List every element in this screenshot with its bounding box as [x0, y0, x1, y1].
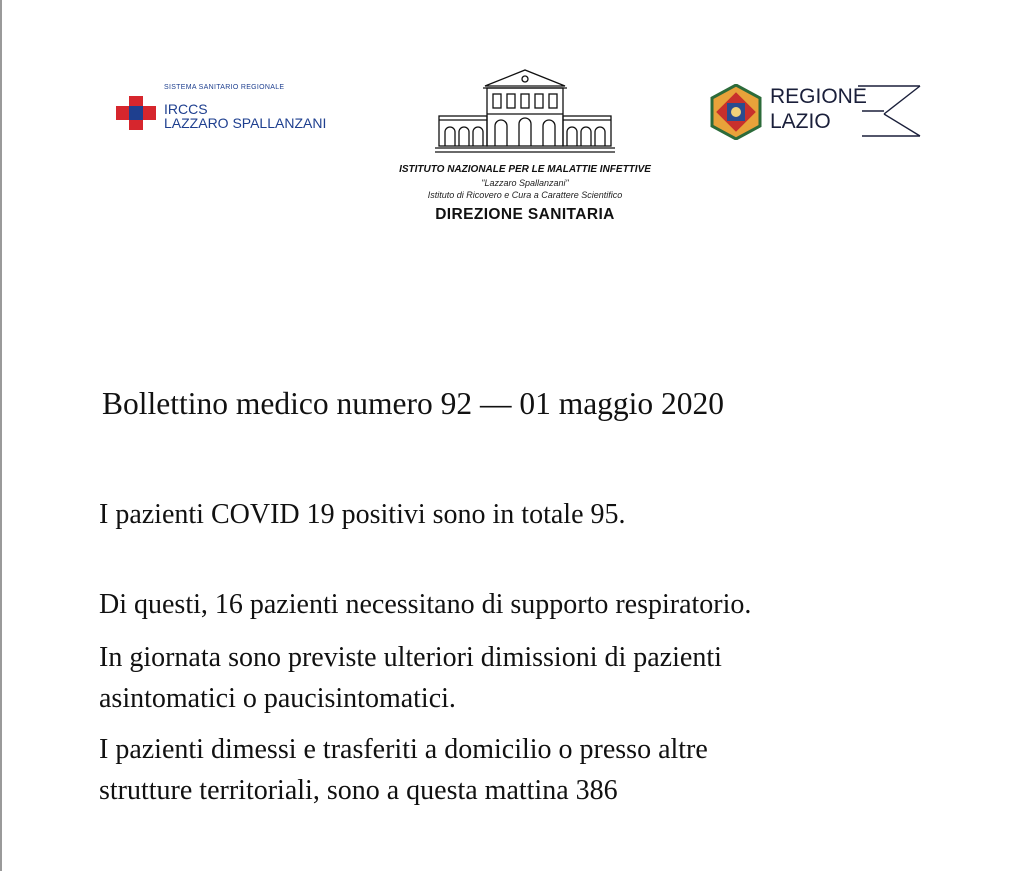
regione-seal-icon [708, 84, 764, 140]
text-line: I pazienti dimessi e trasferiti a domicilio o presso altre [99, 734, 708, 765]
irccs-name [164, 102, 326, 130]
irccs-name-line1: IRCCS [164, 101, 208, 117]
department-title: DIREZIONE SANITARIA [435, 206, 615, 223]
bulletin-title: Bollettino medico numero 92 — 01 maggio 2020 [102, 386, 725, 421]
paragraph-total-patients [99, 494, 626, 535]
text-line: strutture territoriali, sono a questa mattina 386 [99, 775, 618, 806]
institute-header [355, 64, 695, 224]
regione-name [770, 84, 867, 134]
institute-building-icon [435, 64, 615, 156]
text-line: I pazienti COVID 19 positivi sono in totale 95. [99, 499, 626, 530]
regione-line1: REGIONE [770, 85, 867, 108]
page-edge [0, 0, 2, 871]
institute-subtitle: Istituto di Ricovero e Cura a Carattere Scientifico [427, 190, 623, 200]
irccs-spallanzani-logo [116, 84, 356, 134]
text-line: Di questi, 16 pazienti necessitano di supporto respiratorio. [99, 589, 752, 620]
institute-name: "Lazzaro Spallanzani" [481, 178, 569, 188]
paragraph-discharges [99, 637, 722, 719]
irccs-system-label: SISTEMA SANITARIO REGIONALE [164, 84, 285, 91]
regione-line2: LAZIO [770, 110, 831, 133]
text-line: In giornata sono previste ulteriori dimissioni di pazienti [99, 642, 722, 673]
institute-title: ISTITUTO NAZIONALE PER LE MALATTIE INFETTIVE [399, 164, 651, 175]
regione-lazio-logo [708, 82, 928, 140]
text-line: asintomatici o paucisintomatici. [99, 683, 456, 714]
paragraph-discharged-total [99, 729, 708, 811]
paragraph-respiratory-support [99, 584, 751, 625]
regione-decoration-icon [858, 84, 928, 138]
medical-cross-icon [116, 96, 156, 130]
irccs-name-line2: LAZZARO SPALLANZANI [164, 115, 327, 131]
